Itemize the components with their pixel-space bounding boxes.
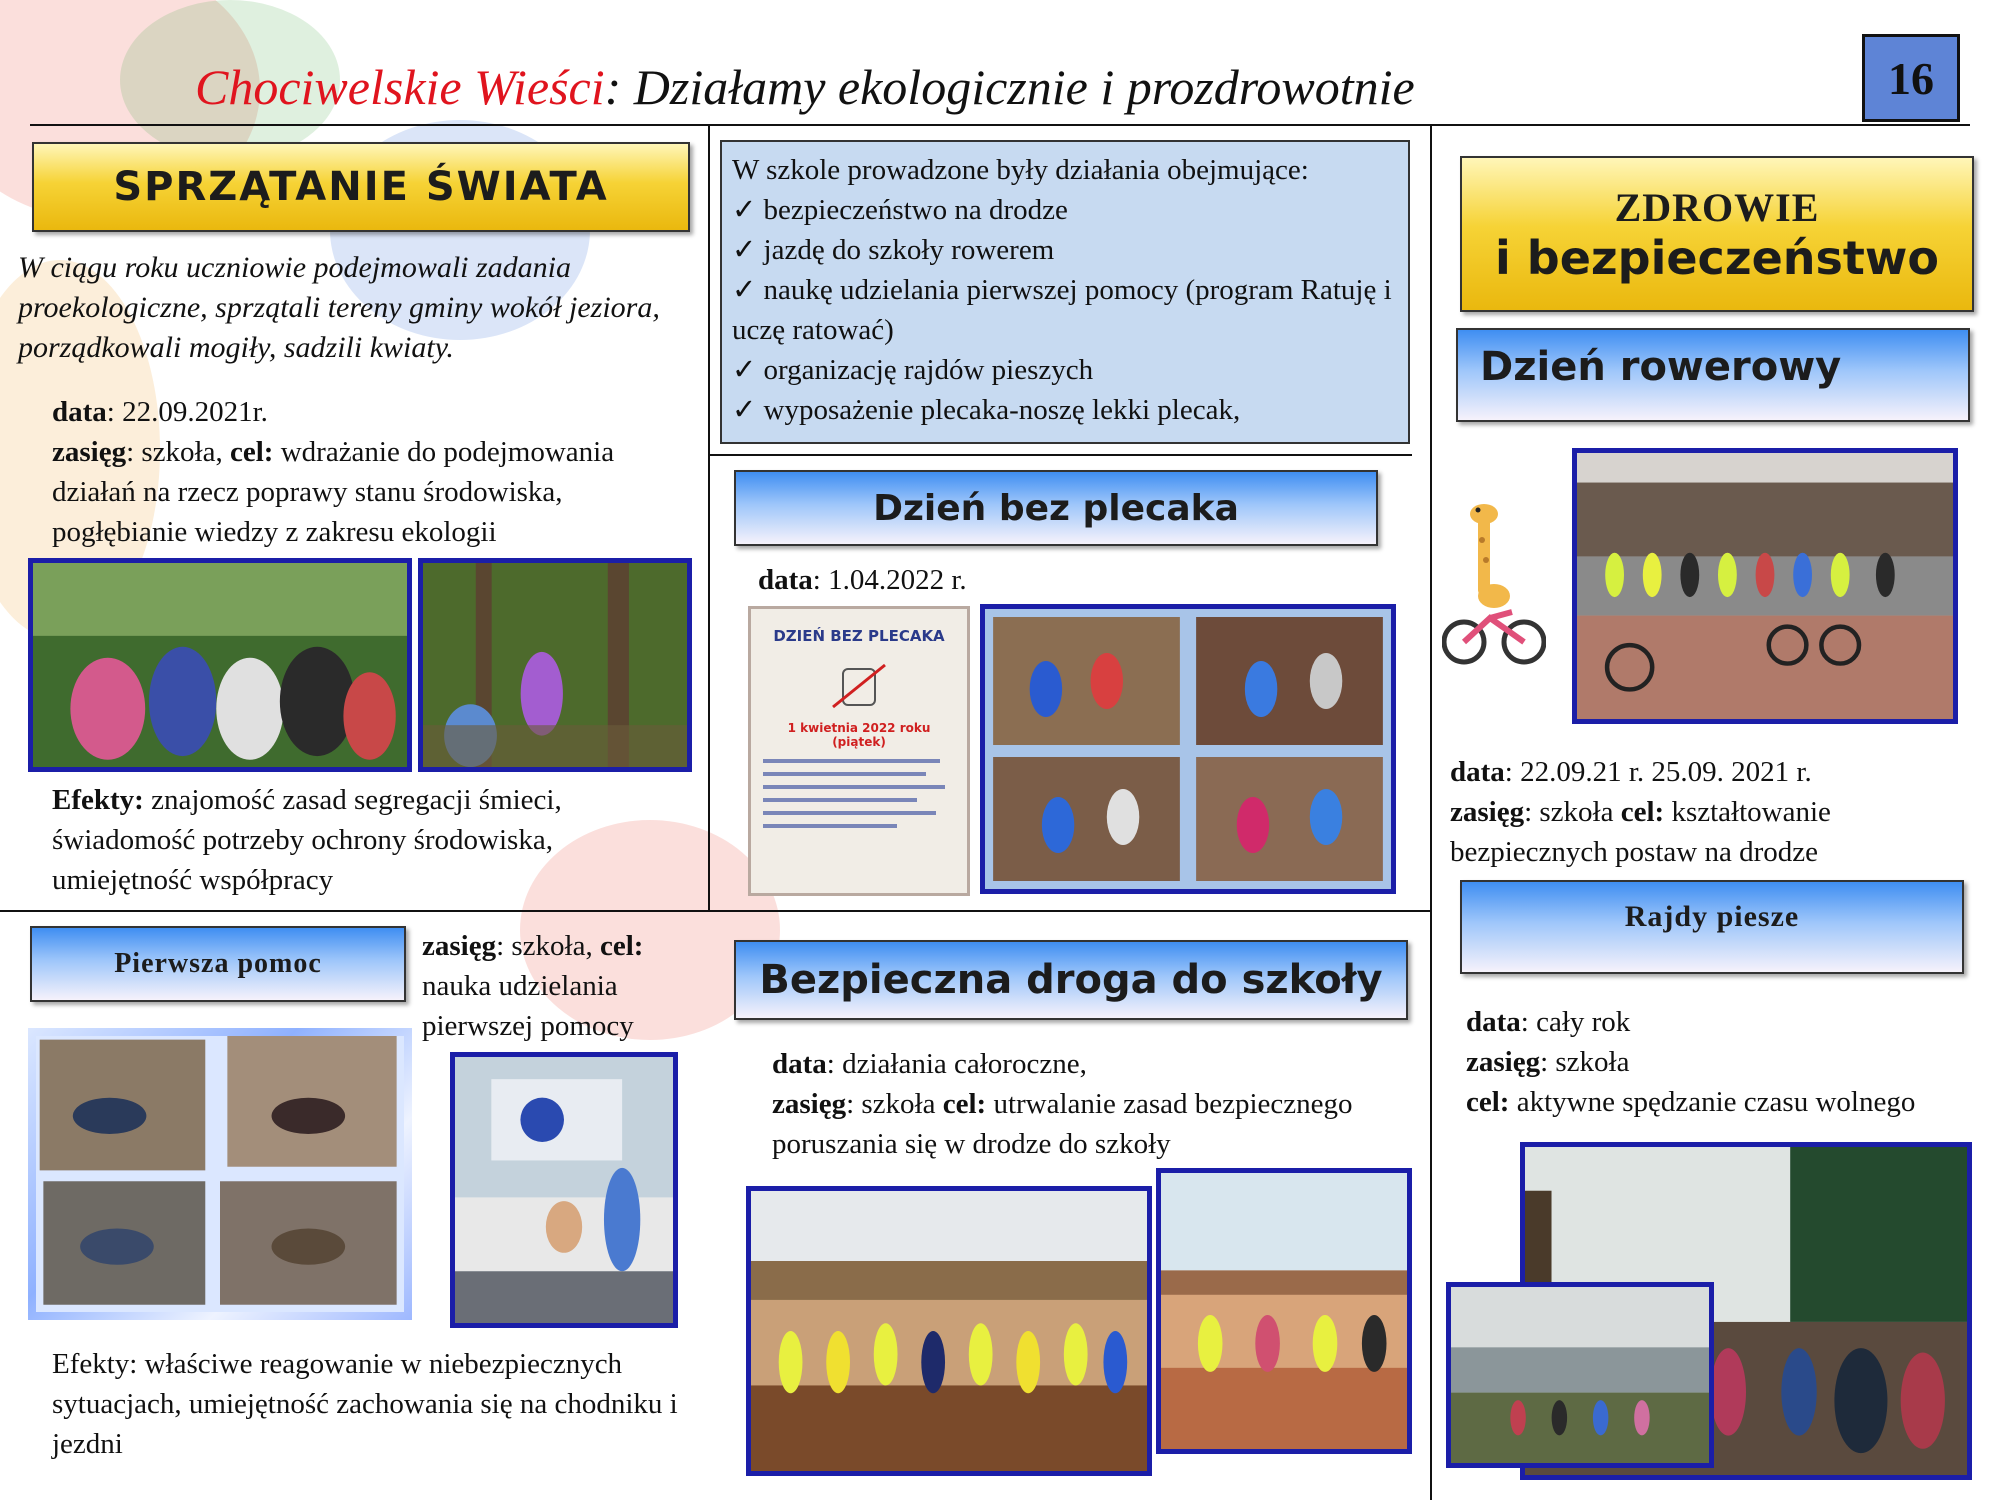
plecak-details <box>758 560 1358 600</box>
zasieg-label: zasięg <box>772 1088 847 1120</box>
zasieg-label: zasięg <box>52 436 127 468</box>
cel-value: nauka udzielania pierwszej pomocy <box>422 970 634 1042</box>
page-title <box>195 58 1415 116</box>
data-label: data <box>772 1048 827 1080</box>
data-value: : cały rok <box>1520 1006 1631 1038</box>
cel-value: utrwalanie zasad bezpiecznego poruszania się w drodze do szkoły <box>772 1088 1353 1160</box>
pomoc-banner: Pierwsza pomoc <box>30 926 406 1002</box>
actions-box <box>720 140 1410 444</box>
title-subject: : Działamy ekologicznie i prozdrowotnie <box>604 59 1415 115</box>
zasieg-value: : szkoła, <box>496 930 600 962</box>
zdrowie-banner-line2: i bezpieczeństwo <box>1494 230 1940 285</box>
action-item: ✓ bezpieczeństwo na drodze <box>732 194 1068 226</box>
zasieg-label: zasięg <box>1450 796 1525 828</box>
zasieg-label: zasięg <box>422 930 497 962</box>
sprzatanie-intro: W ciągu roku uczniowie podejmowali zadania proekologiczne, sprzątali tereny gminy wokół jeziora, porządkowali mogiły, sadzili kwiaty. <box>18 251 660 364</box>
droga-banner: Bezpieczna droga do szkoły <box>734 940 1408 1020</box>
hike-photo-lake <box>1446 1282 1714 1468</box>
data-value: : 22.09.2021r. <box>106 396 268 428</box>
efekty-label: Efekty: <box>52 784 144 816</box>
data-label: data <box>1450 756 1505 788</box>
zdrowie-banner <box>1460 156 1974 312</box>
data-label: data <box>1466 1006 1521 1038</box>
rajdy-banner: Rajdy piesze <box>1460 880 1964 974</box>
data-value: : 22.09.21 r. 25.09. 2021 r. <box>1504 756 1812 788</box>
cel-value: kształtowanie bezpiecznych postaw na drodze <box>1450 796 1831 868</box>
poster-body-lines <box>763 759 955 828</box>
data-label: data <box>52 396 107 428</box>
rowerowy-details <box>1450 752 1980 872</box>
actions-heading: W szkole prowadzone były działania obejmujące: <box>732 154 1309 186</box>
middle-rule <box>0 910 1430 912</box>
cel-label: cel: <box>230 436 274 468</box>
bike-day-photo <box>1572 448 1958 724</box>
rowerowy-banner: Dzień rowerowy <box>1456 328 1970 422</box>
pomoc-efekty: Efekty: właściwe reagowanie w niebezpiecznych sytuacjach, umiejętność zachowania się na chodniku i jezdni <box>52 1348 678 1460</box>
crossed-backpack-icon <box>829 661 889 711</box>
sprzatanie-efekty <box>52 780 672 900</box>
cel-label: cel: <box>600 930 644 962</box>
zasieg-value: : szkoła <box>1540 1046 1630 1078</box>
action-item: ✓ jazdę do szkoły rowerem <box>732 234 1055 266</box>
cel-label: cel: <box>1466 1086 1510 1118</box>
cleanup-photo-group <box>28 558 412 772</box>
zdrowie-banner-line1: ZDROWIE <box>1614 184 1820 230</box>
sprzatanie-banner: SPRZĄTANIE ŚWIATA <box>32 142 690 232</box>
poster-title: DZIEŃ BEZ PLECAKA <box>773 627 945 645</box>
plecak-photo-collage <box>980 604 1396 894</box>
title-newspaper-name: Chociwelskie Wieści <box>195 59 605 115</box>
plecak-poster <box>748 606 970 896</box>
efekty-value: znajomość zasad segregacji śmieci, świadomość potrzeby ochrony środowiska, umiejętność współpracy <box>52 784 562 896</box>
column-divider-right <box>1430 124 1432 1500</box>
rajdy-details <box>1466 1002 1986 1122</box>
cel-value: aktywne spędzanie czasu wolnego <box>1509 1086 1916 1118</box>
first-aid-classroom-photo <box>450 1052 678 1328</box>
pomoc-details <box>422 926 712 1046</box>
cleanup-photo-forest <box>418 558 692 772</box>
box-underline-rule <box>708 454 1412 456</box>
cel-value: wdrażanie do podejmowania działań na rzecz poprawy stanu środowiska, pogłębianie wiedzy z zakresu ekologii <box>52 436 615 548</box>
giraffe-bike-icon <box>1442 500 1546 676</box>
cel-label: cel: <box>1620 796 1665 828</box>
action-item: ✓ naukę udzielania pierwszej pomocy (program Ratuję i uczę ratować) <box>732 274 1392 346</box>
zasieg-value: : szkoła <box>1524 796 1621 828</box>
header-rule <box>30 124 1970 126</box>
data-value: : działania całoroczne, <box>826 1048 1087 1080</box>
zasieg-value: : szkoła, <box>126 436 230 468</box>
cel-label: cel: <box>942 1088 987 1120</box>
sprzatanie-details <box>52 392 692 552</box>
road-safety-photo-hall <box>1156 1168 1412 1454</box>
road-safety-photo-gym <box>746 1186 1152 1476</box>
droga-details <box>772 1044 1402 1164</box>
page-number: 16 <box>1862 34 1960 122</box>
action-item: ✓ wyposażenie plecaka-noszę lekki plecak, <box>732 394 1241 426</box>
plecak-banner: Dzień bez plecaka <box>734 470 1378 546</box>
poster-date: 1 kwietnia 2022 roku (piątek) <box>787 721 931 749</box>
data-label: data <box>758 564 813 596</box>
zasieg-label: zasięg <box>1466 1046 1541 1078</box>
first-aid-photo-collage <box>28 1028 412 1320</box>
column-divider-left <box>708 124 710 910</box>
data-value: : 1.04.2022 r. <box>812 564 967 596</box>
action-item: ✓ organizację rajdów pieszych <box>732 354 1094 386</box>
zasieg-value: : szkoła <box>846 1088 943 1120</box>
